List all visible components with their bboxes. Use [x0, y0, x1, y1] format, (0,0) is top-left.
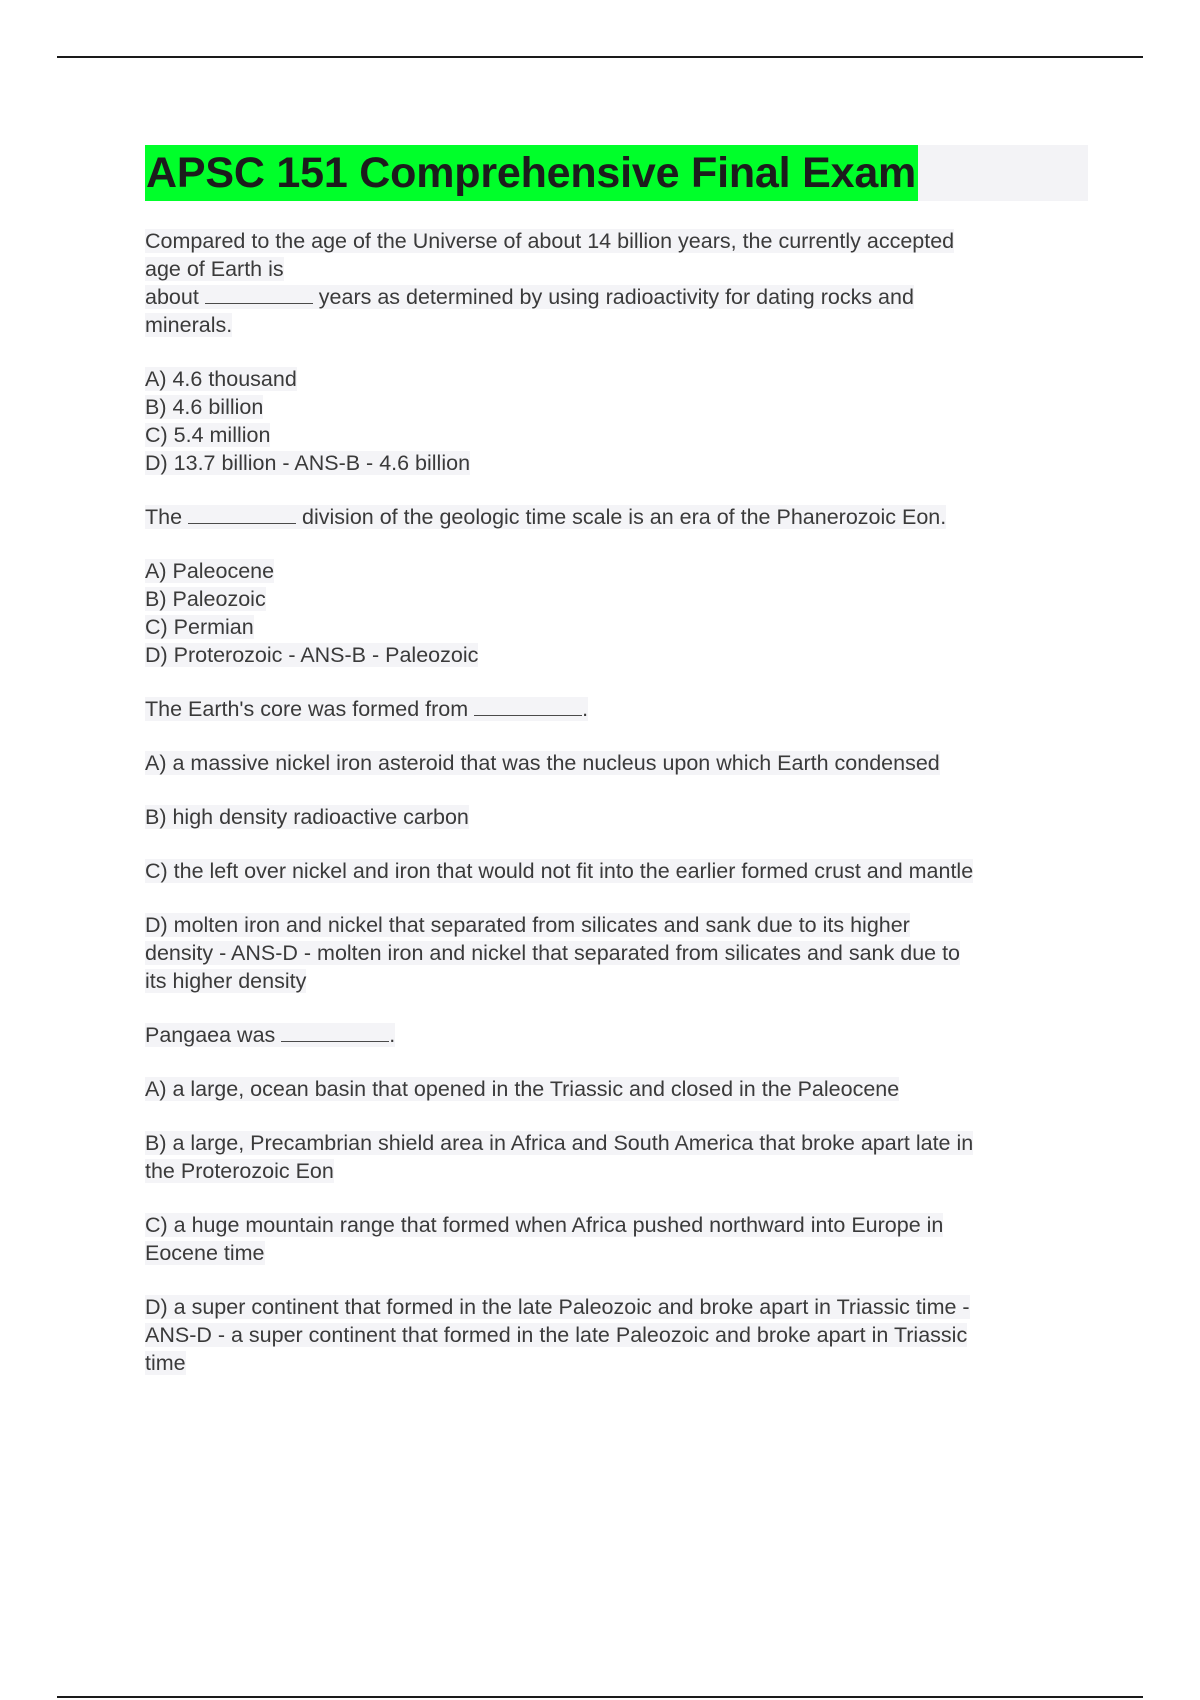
option-b-line: the Proterozoic Eon [145, 1159, 334, 1183]
question-4-option-a [145, 1075, 1090, 1103]
text-line: age of Earth is [145, 257, 284, 281]
title-bar [145, 145, 1088, 201]
top-rule [57, 56, 1143, 58]
option-a: A) 4.6 thousand [145, 367, 297, 391]
option-d-answer-line: density - ANS-D - molten iron and nickel that separated from silicates and sank due to [145, 941, 961, 965]
question-1-options [145, 365, 1090, 477]
answer-blank [188, 505, 296, 524]
text-fragment: . [582, 697, 589, 721]
answer-blank [205, 285, 313, 304]
option-d-answer-line: ANS-D - a super continent that formed in the late Paleozoic and broke apart in Triassic [145, 1323, 968, 1347]
question-1-stem [145, 227, 1090, 339]
option-a: A) a large, ocean basin that opened in the Triassic and closed in the Paleocene [145, 1077, 900, 1101]
option-b: B) 4.6 billion [145, 395, 264, 419]
question-3-option-d [145, 911, 1090, 995]
answer-blank [281, 1023, 389, 1042]
option-b: B) Paleozoic [145, 587, 266, 611]
text-fragment: The Earth's core was formed from [145, 697, 469, 721]
answer-blank [474, 697, 582, 716]
option-c-line: Eocene time [145, 1241, 265, 1265]
option-d-answer-line: time [145, 1351, 186, 1375]
option-d-answer-line: its higher density [145, 969, 307, 993]
page-content [145, 145, 1090, 1377]
question-3-option-a [145, 749, 1090, 777]
option-c: C) the left over nickel and iron that would not fit into the earlier formed crust and mantle [145, 859, 974, 883]
text-fragment: Pangaea was [145, 1023, 276, 1047]
question-3-stem [145, 695, 1090, 723]
question-4-stem [145, 1021, 1090, 1049]
question-4-option-b [145, 1129, 1090, 1185]
question-2-options [145, 557, 1090, 669]
question-4-option-c [145, 1211, 1090, 1267]
text-fragment: The [145, 505, 183, 529]
option-c: C) 5.4 million [145, 423, 271, 447]
option-d-answer-line: D) a super continent that formed in the late Paleozoic and broke apart in Triassic time - [145, 1295, 970, 1319]
option-d-answer: D) 13.7 billion - ANS-B - 4.6 billion [145, 451, 471, 475]
text-line: minerals. [145, 313, 233, 337]
option-a: A) Paleocene [145, 559, 275, 583]
option-a: A) a massive nickel iron asteroid that was the nucleus upon which Earth condensed [145, 751, 940, 775]
question-4-option-d [145, 1293, 1090, 1377]
bottom-rule [57, 1696, 1143, 1698]
option-b: B) high density radioactive carbon [145, 805, 469, 829]
option-c-line: C) a huge mountain range that formed when Africa pushed northward into Europe in [145, 1213, 944, 1237]
option-d-answer-line: D) molten iron and nickel that separated from silicates and sank due to its higher [145, 913, 910, 937]
text-line: Compared to the age of the Universe of about 14 billion years, the currently accepted [145, 229, 955, 253]
text-fragment: division of the geologic time scale is an era of the Phanerozoic Eon. [302, 505, 947, 529]
question-2-stem [145, 503, 1090, 531]
text-fragment: . [389, 1023, 396, 1047]
question-3-option-b [145, 803, 1090, 831]
page-title: APSC 151 Comprehensive Final Exam [145, 145, 918, 201]
question-3-option-c [145, 857, 1090, 885]
text-fragment: about [145, 285, 199, 309]
option-d-answer: D) Proterozoic - ANS-B - Paleozoic [145, 643, 479, 667]
option-b-line: B) a large, Precambrian shield area in Africa and South America that broke apart late in [145, 1131, 974, 1155]
text-fragment: years as determined by using radioactivity for dating rocks and [318, 285, 914, 309]
option-c: C) Permian [145, 615, 254, 639]
